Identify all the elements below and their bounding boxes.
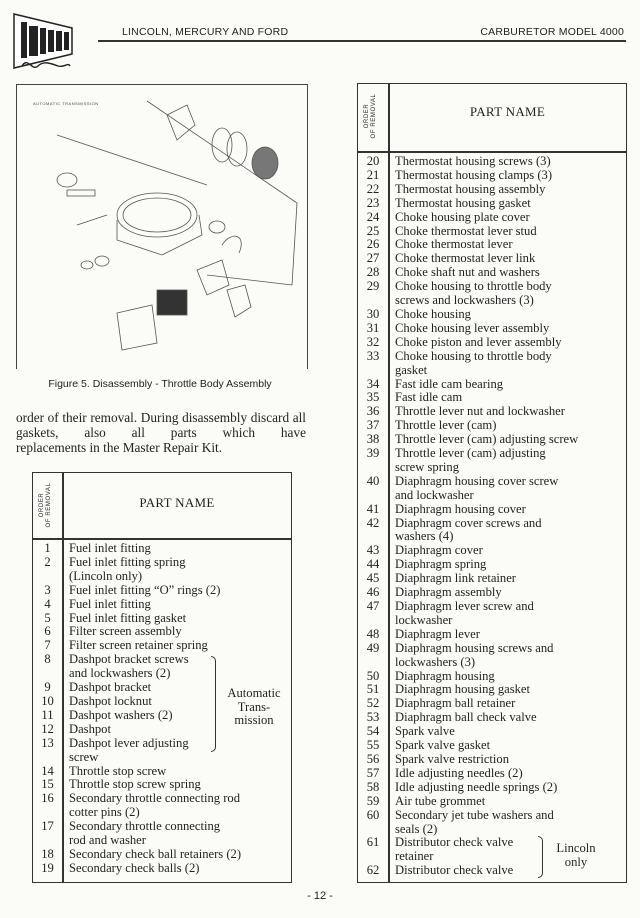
order-number: 35 (366, 390, 380, 405)
note-line: mission (234, 713, 274, 727)
figure-inset-label: AUTOMATIC TRANSMISSION (33, 101, 99, 106)
header-right-title: CARBURETOR MODEL 4000 (480, 26, 624, 38)
part-name-line: Diaphragm link retainer (395, 571, 516, 586)
table-row (33, 639, 291, 653)
table-row (358, 586, 626, 600)
part-name-line: Diaphragm housing cover (395, 501, 526, 516)
table-row (33, 765, 291, 779)
part-name-line: Secondary throttle connecting (69, 819, 221, 834)
table-row (33, 584, 291, 598)
table-row (358, 711, 626, 725)
part-name-line: Filter screen assembly (69, 624, 182, 639)
order-number: 48 (366, 626, 380, 641)
part-name (388, 697, 515, 711)
part-name-line: Distributor check valve (395, 863, 514, 878)
order-number: 54 (366, 724, 380, 739)
part-name (388, 183, 545, 197)
part-name (388, 378, 503, 392)
order-number: 18 (41, 846, 54, 861)
table-row (358, 266, 626, 280)
order-header-line2: OF REMOVAL (46, 482, 52, 528)
part-name-line: Idle adjusting needle springs (2) (395, 779, 558, 794)
table-row (358, 628, 626, 642)
part-name (62, 681, 151, 695)
part-name (62, 612, 186, 626)
part-name-line: Thermostat housing gasket (395, 195, 531, 210)
table-row (33, 653, 291, 681)
part-name-line: Thermostat housing assembly (395, 181, 546, 196)
part-name (388, 628, 480, 642)
part-name (388, 864, 513, 878)
table-row (358, 336, 626, 350)
part-name-line: Distributor check valve (395, 835, 514, 850)
table-row (358, 795, 626, 809)
order-number: 40 (366, 473, 380, 488)
order-number: 39 (366, 446, 380, 461)
header-left-title: LINCOLN, MERCURY AND FORD (122, 26, 289, 38)
part-name (388, 558, 486, 572)
part-name-line: Dashpot washers (2) (69, 707, 173, 722)
order-number: 31 (366, 320, 380, 335)
order-number: 24 (366, 209, 380, 224)
order-number: 58 (366, 779, 380, 794)
order-number: 53 (366, 710, 380, 725)
part-name-line: Diaphragm lever screw and (395, 599, 534, 613)
part-name (388, 308, 471, 322)
table-row (358, 322, 626, 336)
table-row (358, 753, 626, 767)
table-row (358, 419, 626, 433)
part-name (62, 695, 152, 709)
part-name-line: Spark valve (395, 724, 455, 739)
part-name-line: Thermostat housing screws (3) (395, 154, 551, 168)
figure-caption: Figure 5. Disassembly - Throttle Body Assembly (48, 378, 272, 390)
part-name-line: (Lincoln only) (69, 568, 143, 583)
part-name-header: PART NAME (469, 104, 546, 119)
part-name (388, 836, 513, 864)
part-name-line: Diaphragm housing (395, 668, 495, 683)
table-row (358, 572, 626, 586)
order-number: 29 (366, 279, 380, 294)
part-name (62, 723, 111, 737)
order-number: 8 (44, 652, 51, 667)
part-name (388, 350, 552, 378)
table-row (358, 697, 626, 711)
automatic-transmission-bracket (211, 656, 216, 752)
part-name (62, 639, 208, 653)
order-number: 36 (366, 404, 380, 419)
part-name-line: Diaphragm cover screws and (395, 515, 542, 530)
part-name-line: Dashpot locknut (69, 693, 152, 708)
part-name (388, 336, 562, 350)
table-row (33, 598, 291, 612)
order-number: 30 (366, 306, 380, 321)
table-row (358, 642, 626, 670)
part-name-line: Secondary check balls (2) (69, 860, 200, 875)
table-row (358, 169, 626, 183)
note-line: Trans- (237, 699, 271, 714)
part-name (388, 781, 557, 795)
part-name (388, 391, 462, 405)
part-name (388, 211, 530, 225)
part-name-line: Choke housing lever assembly (395, 320, 550, 335)
order-number: 22 (366, 181, 380, 196)
table-row (358, 503, 626, 517)
table-row (358, 405, 626, 419)
part-name (62, 556, 186, 584)
order-number: 27 (366, 251, 380, 266)
order-number: 44 (366, 557, 380, 572)
order-number: 49 (366, 640, 380, 655)
table-row (33, 556, 291, 584)
part-name-line: Fast idle cam bearing (395, 376, 504, 391)
order-number: 33 (366, 348, 380, 363)
part-name (388, 642, 553, 670)
part-name-line: Choke housing to throttle body (395, 279, 552, 294)
order-of-removal-header (39, 475, 53, 535)
note-line: only (564, 854, 588, 869)
note-line: Lincoln (556, 841, 596, 855)
table-row (358, 280, 626, 308)
order-number: 61 (366, 835, 380, 850)
part-name-line: Diaphragm assembly (395, 585, 502, 600)
part-name (388, 252, 535, 266)
part-name-line: seals (2) (395, 821, 438, 836)
part-name-line: gasket (395, 362, 428, 377)
part-name-line: Throttle lever (cam) (395, 418, 497, 433)
order-number: 55 (366, 738, 380, 753)
order-number: 3 (44, 582, 51, 597)
part-name-line: Choke thermostat lever (395, 237, 513, 252)
part-name (62, 737, 189, 765)
table-row (358, 767, 626, 781)
part-name-line: Throttle lever nut and lockwasher (395, 404, 565, 419)
part-name (62, 848, 241, 862)
table-row (358, 781, 626, 795)
order-number: 25 (366, 223, 380, 238)
part-name-line: Diaphragm ball check valve (395, 710, 537, 725)
order-number: 13 (41, 735, 54, 750)
order-number: 26 (366, 237, 380, 252)
part-name (388, 683, 530, 697)
order-number: 45 (366, 571, 380, 586)
table-row (358, 475, 626, 503)
part-name-line: Thermostat housing clamps (3) (395, 167, 553, 182)
order-number: 32 (366, 334, 380, 349)
part-name (62, 862, 199, 876)
part-name-line: rod and washer (69, 833, 146, 848)
table-row (358, 544, 626, 558)
part-name-line: lockwashers (3) (395, 654, 476, 669)
part-name (388, 475, 558, 503)
part-name (388, 238, 513, 252)
part-name-line: retainer (395, 849, 434, 864)
part-name (388, 405, 565, 419)
table-row (33, 848, 291, 862)
part-name (388, 266, 540, 280)
part-name-line: screws and lockwashers (3) (395, 293, 534, 308)
part-name-line: Diaphragm lever (395, 626, 480, 641)
part-name (388, 447, 546, 475)
part-name-line: Spark valve restriction (395, 751, 510, 766)
part-name-line: Filter screen retainer spring (69, 638, 208, 653)
part-name (388, 795, 485, 809)
part-name-line: Choke housing to throttle body (395, 348, 552, 363)
part-name (62, 653, 189, 681)
part-name-line: Fuel inlet fitting (69, 541, 151, 555)
part-name (388, 725, 455, 739)
body-paragraph (16, 410, 306, 455)
figure-frame (16, 84, 308, 369)
part-name (62, 709, 173, 723)
order-number: 42 (366, 515, 380, 530)
part-name (388, 280, 552, 308)
part-name (388, 419, 496, 433)
part-name-line: Dashpot bracket (69, 680, 152, 695)
order-number: 14 (41, 763, 54, 778)
table-row (358, 183, 626, 197)
part-name (62, 584, 220, 598)
part-name (388, 503, 526, 517)
table-row (33, 542, 291, 556)
table-row (358, 670, 626, 684)
order-number: 20 (366, 154, 380, 168)
order-number: 41 (366, 501, 380, 516)
part-name (62, 792, 240, 820)
order-number: 12 (41, 721, 54, 736)
part-name-line: Air tube grommet (395, 793, 486, 808)
part-name-header: PART NAME (139, 495, 215, 510)
part-name-line: Fuel inlet fitting (69, 596, 151, 611)
table-row (358, 600, 626, 628)
paragraph-text-end: replacements in the Master Repair Kit. (16, 440, 223, 455)
order-number: 10 (41, 693, 54, 708)
holley-logo (8, 6, 78, 76)
order-number: 1 (44, 541, 51, 555)
part-name (388, 767, 523, 781)
order-header-line1: ORDER (364, 103, 370, 129)
part-name (62, 598, 151, 612)
table-row (358, 391, 626, 405)
part-name (388, 711, 537, 725)
table-row (358, 725, 626, 739)
part-name-line: Fuel inlet fitting “O” rings (2) (69, 582, 221, 597)
part-name-line: Choke thermostat lever link (395, 251, 536, 266)
part-name-line: Diaphragm ball retainer (395, 696, 516, 711)
lincoln-only-bracket (538, 836, 543, 878)
order-number: 52 (366, 696, 380, 711)
parts-table-right (357, 83, 627, 883)
exploded-carburetor-diagram (17, 85, 307, 369)
part-name-line: lockwasher (395, 612, 453, 627)
order-number: 60 (366, 807, 380, 822)
part-name (388, 544, 483, 558)
order-number: 50 (366, 668, 380, 683)
part-name-line: Diaphragm spring (395, 557, 487, 572)
part-name-line: Fast idle cam (395, 390, 463, 405)
table-row (358, 238, 626, 252)
part-name-line: Diaphragm cover (395, 543, 483, 558)
part-name (62, 820, 220, 848)
part-name (388, 753, 509, 767)
part-name (62, 778, 201, 792)
part-name (388, 809, 554, 837)
order-number: 4 (44, 596, 51, 611)
order-number: 21 (366, 167, 380, 182)
part-name-line: Fuel inlet fitting gasket (69, 610, 187, 625)
part-name-line: screw (69, 749, 99, 764)
table-row (358, 197, 626, 211)
note-line: Automatic (227, 686, 281, 700)
part-name (388, 739, 490, 753)
order-number: 28 (366, 265, 380, 280)
part-name-line: Throttle lever (cam) adjusting (395, 446, 546, 461)
part-name-line: Throttle stop screw (69, 763, 167, 778)
part-name-line: Diaphragm housing gasket (395, 682, 531, 697)
part-name (388, 586, 502, 600)
table-row (33, 737, 291, 765)
part-name (62, 765, 166, 779)
order-number: 9 (44, 680, 51, 695)
order-number: 11 (41, 707, 54, 722)
part-name-line: Diaphragm housing cover screw (395, 473, 559, 488)
order-number: 19 (41, 860, 54, 875)
part-name-line: Dashpot bracket screws (69, 652, 189, 667)
part-name-line: washers (4) (395, 529, 454, 544)
order-number: 43 (366, 543, 380, 558)
part-name (388, 197, 531, 211)
table-row (33, 792, 291, 820)
order-number: 56 (366, 751, 380, 766)
table-row (33, 612, 291, 626)
order-number: 7 (44, 638, 51, 653)
table-row (358, 155, 626, 169)
part-name-line: Secondary check ball retainers (2) (69, 846, 242, 861)
part-name-line: and lockwasher (395, 487, 474, 502)
order-number: 57 (366, 765, 380, 780)
part-name (388, 517, 542, 545)
table-row (33, 862, 291, 876)
table-row (358, 252, 626, 266)
part-name (388, 155, 551, 169)
part-name-line: Spark valve gasket (395, 738, 491, 753)
table-row (33, 778, 291, 792)
table-row (358, 558, 626, 572)
order-number: 2 (44, 554, 51, 569)
table-row (33, 820, 291, 848)
order-number: 17 (41, 819, 54, 834)
part-name-line: Dashpot lever adjusting (69, 735, 189, 750)
parts-rows (358, 155, 626, 878)
part-name (388, 433, 578, 447)
part-name (388, 225, 537, 239)
part-name-line: Secondary jet tube washers and (395, 807, 554, 822)
table-row (358, 308, 626, 322)
order-number: 6 (44, 624, 51, 639)
order-number: 15 (41, 777, 54, 792)
order-number: 16 (41, 791, 54, 806)
table-row (33, 625, 291, 639)
part-name-line: Secondary throttle connecting rod (69, 791, 241, 806)
table-row (358, 350, 626, 378)
order-header-line2: OF REMOVAL (371, 93, 377, 139)
part-name (388, 572, 516, 586)
table-row (358, 739, 626, 753)
part-name (388, 600, 534, 628)
part-name (388, 670, 495, 684)
header-rule (98, 40, 626, 42)
order-number: 23 (366, 195, 380, 210)
part-name-line: screw spring (395, 459, 460, 474)
part-name-line: Throttle lever (cam) adjusting screw (395, 432, 579, 447)
order-of-removal-header (364, 86, 378, 146)
table-row (358, 809, 626, 837)
order-number: 51 (366, 682, 380, 697)
part-name-line: Diaphragm housing screws and (395, 640, 554, 655)
order-number: 59 (366, 793, 380, 808)
part-name-line: Idle adjusting needles (2) (395, 765, 523, 780)
paragraph-text: order of their removal. During disassembly discard all gaskets, also all parts which have (16, 410, 306, 440)
parts-table-left (32, 472, 292, 883)
part-name-line: and lockwashers (2) (69, 666, 171, 681)
part-name-line: Choke shaft nut and washers (395, 265, 540, 280)
part-name-line: Throttle stop screw spring (69, 777, 201, 792)
page-number: - 12 - (307, 890, 333, 902)
order-number: 46 (366, 585, 380, 600)
table-row (358, 225, 626, 239)
part-name-line: Choke piston and lever assembly (395, 334, 562, 349)
order-number: 47 (366, 599, 380, 613)
order-number: 62 (366, 863, 380, 878)
lincoln-only-note (546, 842, 606, 869)
order-number: 5 (44, 610, 51, 625)
part-name-line: Fuel inlet fitting spring (69, 554, 186, 569)
table-row (358, 517, 626, 545)
table-row (358, 211, 626, 225)
table-row (358, 447, 626, 475)
table-row (358, 683, 626, 697)
part-name-line: Choke housing plate cover (395, 209, 530, 224)
order-number: 37 (366, 418, 380, 433)
part-name (62, 542, 151, 556)
part-name (388, 322, 549, 336)
automatic-transmission-note (219, 687, 289, 728)
table-row (358, 378, 626, 392)
order-header-line1: ORDER (39, 492, 45, 518)
order-number: 38 (366, 432, 380, 447)
order-number: 34 (366, 376, 380, 391)
part-name (62, 625, 182, 639)
part-name-line: Dashpot (69, 721, 111, 736)
table-row (358, 433, 626, 447)
part-name-line: cotter pins (2) (69, 805, 140, 820)
part-name-line: Choke thermostat lever stud (395, 223, 537, 238)
part-name-line: Choke housing (395, 306, 471, 321)
part-name (388, 169, 552, 183)
